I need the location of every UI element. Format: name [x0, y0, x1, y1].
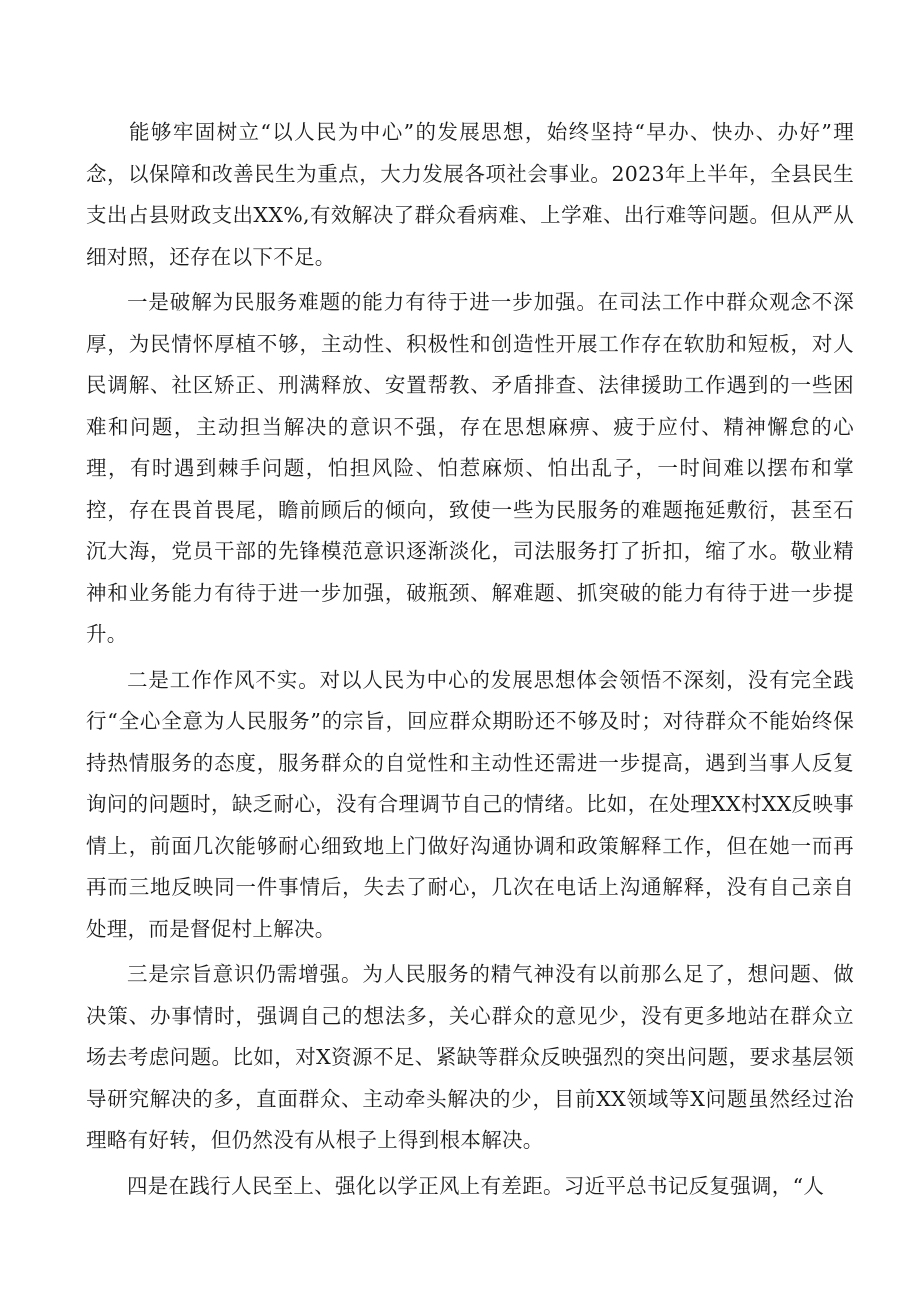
paragraph-point-three: 三是宗旨意识仍需增强。为人民服务的精气神没有以前那么足了，想问题、做决策、办事情时，强调自己的想法多，关心群众的意见少，没有更多地站在群众立场去考虑问题。比如，对X资源不足、紧缺等群众反映强烈的突出问题，要求基层领导研究解决的多，直面群众、主动牵头解决的少，目前XX领域等X问题虽然经过治理略有好转，但仍然没有从根子上得到根本解决。 — [86, 962, 854, 1152]
paragraph-point-one: 一是破解为民服务难题的能力有待于进一步加强。在司法工作中群众观念不深厚，为民情怀厚植不够，主动性、积极性和创造性开展工作存在软肋和短板，对人民调解、社区矫正、刑满释放、安置帮教、矛盾排查、法律援助工作遇到的一些困难和问题，主动担当解决的意识不强，存在思想麻痹、疲于应付、精神懈怠的心理，有时遇到棘手问题，怕担风险、怕惹麻烦、怕出乱子，一时间难以摆布和掌控，存在畏首畏尾，瞻前顾后的倾向，致使一些为民服务的难题拖延敷衍，甚至石沉大海，党员干部的先锋模范意识逐渐淡化，司法服务打了折扣，缩了水。敬业精神和业务能力有待于进一步加强，破瓶颈、解难题、抓突破的能力有待于进一步提升。 — [86, 290, 854, 646]
paragraph-point-four: 四是在践行人民至上、强化以学正风上有差距。习近平总书记反复强调，“人 — [127, 1173, 825, 1198]
paragraph-point-two: 二是工作作风不实。对以人民为中心的发展思想体会领悟不深刻，没有完全践行“全心全意为人民服务”的宗旨，回应群众期盼还不够及时；对待群众不能始终保持热情服务的态度，服务群众的自觉性和主动性还需进一步提高，遇到当事人反复询问的问题时，缺乏耐心，没有合理调节自己的情绪。比如，在处理XX村XX反映事情上，前面几次能够耐心细致地上门做好沟通协调和政策解释工作，但在她一而再再而三地反映同一件事情后，失去了耐心，几次在电话上沟通解释，没有自己亲自处理，而是督促村上解决。 — [86, 667, 854, 941]
paragraph-intro: 能够牢固树立“以人民为中心”的发展思想，始终坚持“早办、快办、办好”理念，以保障和改善民生为重点，大力发展各项社会事业。2023年上半年，全县民生支出占县财政支出XX%,有效解决了群众看病难、上学难、出行难等问题。但从严从细对照，还存在以下不足。 — [86, 120, 854, 269]
document-body — [86, 112, 854, 1211]
